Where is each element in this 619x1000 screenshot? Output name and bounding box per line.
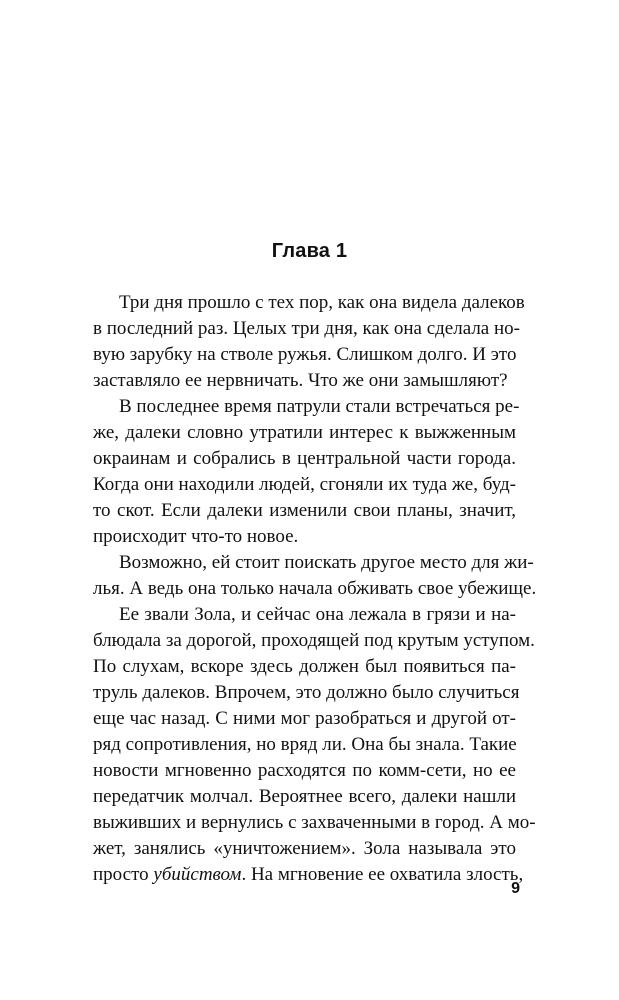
text-line: Возможно, ей стоит поискать другое место для жи- — [119, 552, 534, 573]
text-line: жет, занялись «уничтожением». Зола называла это — [93, 838, 516, 859]
text-line: ряд сопротивления, но вряд ли. Она бы знала. Такие — [93, 734, 517, 755]
text-line: Ее звали Зола, и сейчас она лежала в грязи и на- — [119, 604, 516, 625]
text-line-emphasis — [93, 862, 524, 888]
text-line: еще час назад. С ними мог разобраться и другой от- — [93, 708, 516, 729]
text-line: новости мгновенно расходятся по комм-сети, но ее — [93, 760, 516, 781]
text-line: происходит что-то новое. — [93, 526, 299, 547]
text-line: труль далеков. Впрочем, это должно было случиться — [93, 682, 520, 703]
text-line: блюдала за дорогой, проходящей под крутым уступом. — [93, 630, 535, 651]
text-line: заставляло ее нервничать. Что же они замышляют? — [93, 370, 508, 391]
text-line: окраинам и собрались в центральной части города. — [93, 448, 516, 469]
text-line: вую зарубку на стволе ружья. Слишком долго. И это — [93, 344, 517, 365]
text-line: Три дня прошло с тех пор, как она видела далеков — [119, 292, 525, 313]
text-line: то скот. Если далеки изменили свои планы, значит, — [93, 500, 516, 521]
text-line: же, далеки словно утратили интерес к выжженным — [93, 422, 516, 443]
emphasized-word: убийством — [153, 864, 242, 885]
text-line: В последнее время патрули стали встречаться ре- — [119, 396, 520, 417]
text-line: передатчик молчал. Вероятнее всего, далеки нашли — [93, 786, 516, 807]
text-line: Когда они находили людей, сгоняли их туда же, буд- — [93, 474, 516, 495]
text-segment: просто — [93, 864, 154, 885]
text-segment: . На мгновение ее охватила злость, — [241, 864, 524, 885]
text-line: выживших и вернулись с захваченными в город. А мо- — [93, 812, 536, 833]
text-line: в последний раз. Целых три дня, как она сделала но- — [93, 318, 520, 339]
chapter-title: Глава 1 — [271, 240, 348, 262]
text-line: лья. А ведь она только начала обживать свое убежище. — [93, 578, 537, 599]
body-text — [93, 290, 537, 888]
page-number: 9 — [511, 880, 520, 897]
text-line: По слухам, вскоре здесь должен был появиться па- — [93, 656, 516, 677]
